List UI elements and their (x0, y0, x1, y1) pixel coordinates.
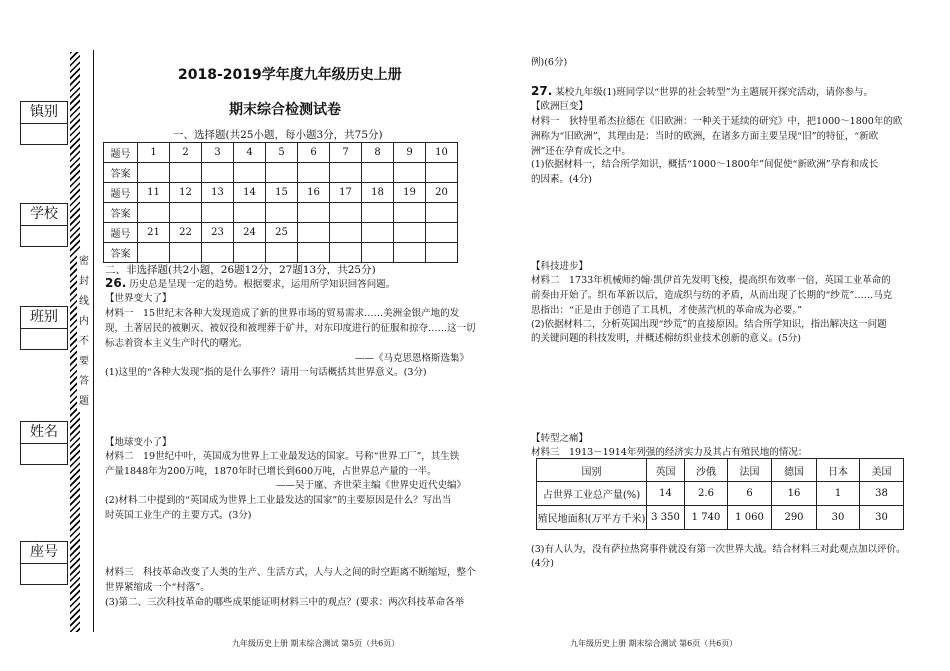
answer-area[interactable] (530, 190, 910, 260)
section-earth-smaller: 【地球变小了】 (105, 437, 172, 448)
answer-cell[interactable] (202, 163, 234, 183)
table-row (537, 506, 904, 530)
section-world-bigger: 【世界变大了】 (105, 293, 172, 304)
q26-intro: 历史总是呈现一定的趋势。根据要求，运用所学知识回答问题。 (129, 279, 396, 290)
table-cell: 1 060 (728, 506, 772, 530)
answer-area[interactable] (103, 382, 473, 432)
seal-char: 内 (79, 316, 89, 327)
table-row (104, 183, 458, 203)
question-text: 的因素。(4分) (531, 174, 592, 185)
q-num: 13 (202, 183, 234, 203)
seal-notice (77, 252, 91, 412)
answer-table (103, 142, 458, 263)
answer-cell[interactable] (170, 203, 202, 223)
answer-cell[interactable] (362, 203, 394, 223)
q-num (394, 223, 426, 243)
question-text: 时英国工业生产的主要方式。(3分) (105, 510, 252, 521)
q-num (362, 223, 394, 243)
material-text: 洲称为“旧欧洲”，其理由是：当时的欧洲，在诸多方面主要呈现“旧”的特征，“新欧 (531, 131, 879, 142)
q-num: 15 (266, 183, 298, 203)
seal-char: 题 (79, 396, 89, 407)
table-header: 日本 (817, 459, 860, 482)
table-row (537, 459, 904, 482)
q-num: 14 (234, 183, 266, 203)
table-cell: 16 (772, 482, 817, 506)
q-num: 21 (138, 223, 170, 243)
q27-intro: 某校九年级(1)班同学以“世界的社会转型”为主题展开探究活动，请你参与。 (555, 87, 873, 98)
answer-cell[interactable] (330, 203, 362, 223)
exam-subtitle: 期末综合检测试卷 (229, 102, 341, 118)
q-label: 题号 (104, 183, 138, 203)
material-text: 洲”还在孕育成长之中。 (531, 146, 631, 157)
answer-cell[interactable] (266, 163, 298, 183)
exam-title: 2018-2019学年度九年级历史上册 (178, 67, 402, 83)
a-label: 答案 (104, 203, 138, 223)
table-header: 美国 (860, 459, 904, 482)
a-label: 答案 (104, 163, 138, 183)
table-cell: 3 350 (647, 506, 685, 530)
answer-cell[interactable] (138, 243, 170, 263)
school-field[interactable] (21, 226, 67, 246)
answer-cell[interactable] (138, 203, 170, 223)
answer-cell[interactable] (426, 243, 458, 263)
answer-cell[interactable] (394, 243, 426, 263)
q-num: 20 (426, 183, 458, 203)
table-cell: 6 (728, 482, 772, 506)
q26-line (105, 276, 395, 292)
q-num: 4 (234, 143, 266, 163)
table-cell: 30 (860, 506, 904, 530)
q-num: 16 (298, 183, 330, 203)
q27-line (531, 84, 873, 100)
material-text: 标志着资本主义生产时代的曙光。 (105, 338, 248, 349)
seal-char: 不 (79, 336, 89, 347)
material-text: 前奏由开始了。织布革新以后，造成织与纺的矛盾，从而出现了长期的“纱荒”……马克 (531, 290, 893, 301)
table-cell: 30 (817, 506, 860, 530)
seal-char: 要 (79, 356, 89, 367)
table-cell: 14 (647, 482, 685, 506)
q-num: 19 (394, 183, 426, 203)
question-text: (1)这里的“各种大发现”指的是什么事件？请用一句话概括其世界意义。(3分) (105, 367, 427, 378)
table-header: 法国 (728, 459, 772, 482)
material-text: 材料一 狄特里希杰拉德在《旧欧洲：一种关于延续的研究》中，把1000～1800年的欧 (531, 116, 903, 127)
answer-cell[interactable] (266, 243, 298, 263)
name-label: 姓名 (21, 422, 67, 444)
q-num: 11 (138, 183, 170, 203)
answer-cell[interactable] (362, 243, 394, 263)
material-text: 思指出：“正是由于创造了工具机，才使蒸汽机的革命成为必要。” (531, 305, 802, 316)
table-row (104, 223, 458, 243)
answer-cell[interactable] (298, 163, 330, 183)
class-label: 班别 (21, 307, 67, 329)
table-header: 国别 (537, 459, 647, 482)
table-header: 英国 (647, 459, 685, 482)
question-text: (4分) (531, 558, 554, 569)
q-num: 17 (330, 183, 362, 203)
q-num (330, 223, 362, 243)
answer-cell[interactable] (426, 203, 458, 223)
answer-cell[interactable] (266, 203, 298, 223)
table-header: 沙俄 (685, 459, 728, 482)
q-num: 6 (298, 143, 330, 163)
table-cell: 2.6 (685, 482, 728, 506)
q-num (298, 223, 330, 243)
q26-number: 26. (105, 276, 127, 290)
q-num: 8 (362, 143, 394, 163)
question-text: 的关键问题的科技发明，并概述棉纺织业技术创新的意义。(5分) (531, 333, 801, 344)
material-text: 产量1848年为200万吨，1870年时已增长到600万吨，占世界总产量的一半。 (105, 466, 437, 477)
answer-cell[interactable] (234, 203, 266, 223)
answer-cell[interactable] (394, 203, 426, 223)
part2-heading: 二、非选择题(共2小题，26题12分，27题13分，共25分) (105, 264, 376, 276)
seal-char: 答 (79, 376, 89, 387)
school-box (20, 203, 68, 247)
name-field[interactable] (21, 444, 67, 464)
answer-area[interactable] (530, 574, 910, 629)
q-num: 1 (138, 143, 170, 163)
town-box (20, 101, 68, 145)
q-num: 9 (394, 143, 426, 163)
material-text: 材料二 1733年机械师约翰·凯伊首先发明飞梭，提高织布效率一倍，英国工业革命的 (531, 275, 891, 286)
table-row (104, 163, 458, 183)
answer-cell[interactable] (170, 163, 202, 183)
q-num: 10 (426, 143, 458, 163)
table-row (104, 203, 458, 223)
continued-text: 例)(6分) (531, 57, 568, 68)
question-text: (2)依据材料二，分析英国出现“纱荒”的直接原因。结合所学知识，指出解决这一问题 (531, 319, 887, 330)
material-source: ——吴于廑、齐世荣主编《世界史近代史编》 (276, 480, 467, 491)
answer-area[interactable] (530, 348, 910, 428)
q-num: 24 (234, 223, 266, 243)
q-num: 23 (202, 223, 234, 243)
answer-cell[interactable] (330, 243, 362, 263)
answer-cell[interactable] (170, 243, 202, 263)
q-num: 25 (266, 223, 298, 243)
q27-number: 27. (531, 84, 553, 98)
answer-cell[interactable] (426, 163, 458, 183)
q-num: 5 (266, 143, 298, 163)
section-tech: 【科技进步】 (531, 261, 589, 272)
table-cell: 1 740 (685, 506, 728, 530)
answer-cell[interactable] (298, 243, 330, 263)
table-cell: 38 (860, 482, 904, 506)
material-text: 世界紧缩成一个“村落”。 (105, 582, 210, 593)
footer-right: 九年级历史上册 期末综合测试 第6页（共6页） (570, 639, 738, 648)
answer-cell[interactable] (234, 243, 266, 263)
table-cell: 占世界工业总产量(%) (537, 482, 647, 506)
section-europe: 【欧洲巨变】 (531, 101, 589, 112)
footer-left: 九年级历史上册 期末综合测试 第5页（共6页） (232, 639, 400, 648)
part1-heading: 一、选择题(共25小题，每小题3分，共75分) (173, 129, 383, 141)
q-num: 2 (170, 143, 202, 163)
table-row (537, 482, 904, 506)
answer-cell[interactable] (202, 203, 234, 223)
question-text: (1)依据材料一，结合所学知识，概括“1000～1800年”间促使“新欧洲”孕育和成长 (531, 159, 879, 170)
q-num: 7 (330, 143, 362, 163)
seal-char: 线 (79, 296, 89, 307)
answer-cell[interactable] (330, 163, 362, 183)
answer-cell[interactable] (394, 163, 426, 183)
seal-char: 密 (79, 256, 89, 267)
answer-cell[interactable] (202, 243, 234, 263)
material-text: 材料一 15世纪末各种大发现造成了新的世界市场的贸易需求……美洲金银产地的发 (105, 308, 460, 319)
material-text: 材料二 19世纪中叶，英国成为世界上工业最发达的国家。号称“世界工厂”，其生铁 (105, 451, 460, 462)
q-num (426, 223, 458, 243)
question-text: (2)材料二中提到的“英国成为世界上工业最发达的国家”的主要原因是什么？写出当 (105, 495, 452, 506)
q-label: 题号 (104, 143, 138, 163)
question-text: (3)有人认为，没有萨拉热窝事件就没有第一次世界大战。结合材料三对此观点加以评价。 (531, 544, 906, 555)
town-field[interactable] (21, 124, 67, 144)
material-text: 材料三 科技革命改变了人类的生产、生活方式，人与人之间的时空距离不断缩短，整个 (105, 567, 476, 578)
table-cell: 1 (817, 482, 860, 506)
q-num: 12 (170, 183, 202, 203)
class-box (20, 306, 68, 350)
answer-area[interactable] (103, 525, 473, 563)
table-row (104, 143, 458, 163)
a-label: 答案 (104, 243, 138, 263)
question-text: (3)第二、三次科技革命的哪些成果能证明材料三中的观点？(要求：两次科技革命各举 (105, 597, 465, 608)
q-label: 题号 (104, 223, 138, 243)
table-cell: 290 (772, 506, 817, 530)
section-transition: 【转型之痛】 (531, 433, 589, 444)
material-text: 现，土著居民的被剿灭、被奴役和被埋葬于矿井，对东印度进行的征服和掠夺……这一切 (105, 323, 476, 334)
answer-cell[interactable] (234, 163, 266, 183)
answer-cell[interactable] (138, 163, 170, 183)
answer-cell[interactable] (362, 163, 394, 183)
table-row (104, 243, 458, 263)
town-label: 镇别 (21, 102, 67, 124)
seat-field[interactable] (21, 564, 67, 584)
seat-label: 座号 (21, 542, 67, 564)
seal-line (93, 50, 94, 632)
q-num: 18 (362, 183, 394, 203)
q-num: 3 (202, 143, 234, 163)
colonies-table (536, 458, 904, 530)
table-cell: 殖民地面积(万平方千米) (537, 506, 647, 530)
seal-char: 封 (79, 276, 89, 287)
material-text: 材料三 1913－1914年列强的经济实力及其占有殖民地的情况： (531, 447, 808, 458)
material-source: ——《马克思恩格斯选集》 (355, 353, 470, 364)
q-num: 22 (170, 223, 202, 243)
school-label: 学校 (21, 204, 67, 226)
class-field[interactable] (21, 329, 67, 349)
name-box (20, 421, 68, 465)
seat-box (20, 541, 68, 585)
answer-cell[interactable] (298, 203, 330, 223)
table-header: 德国 (772, 459, 817, 482)
